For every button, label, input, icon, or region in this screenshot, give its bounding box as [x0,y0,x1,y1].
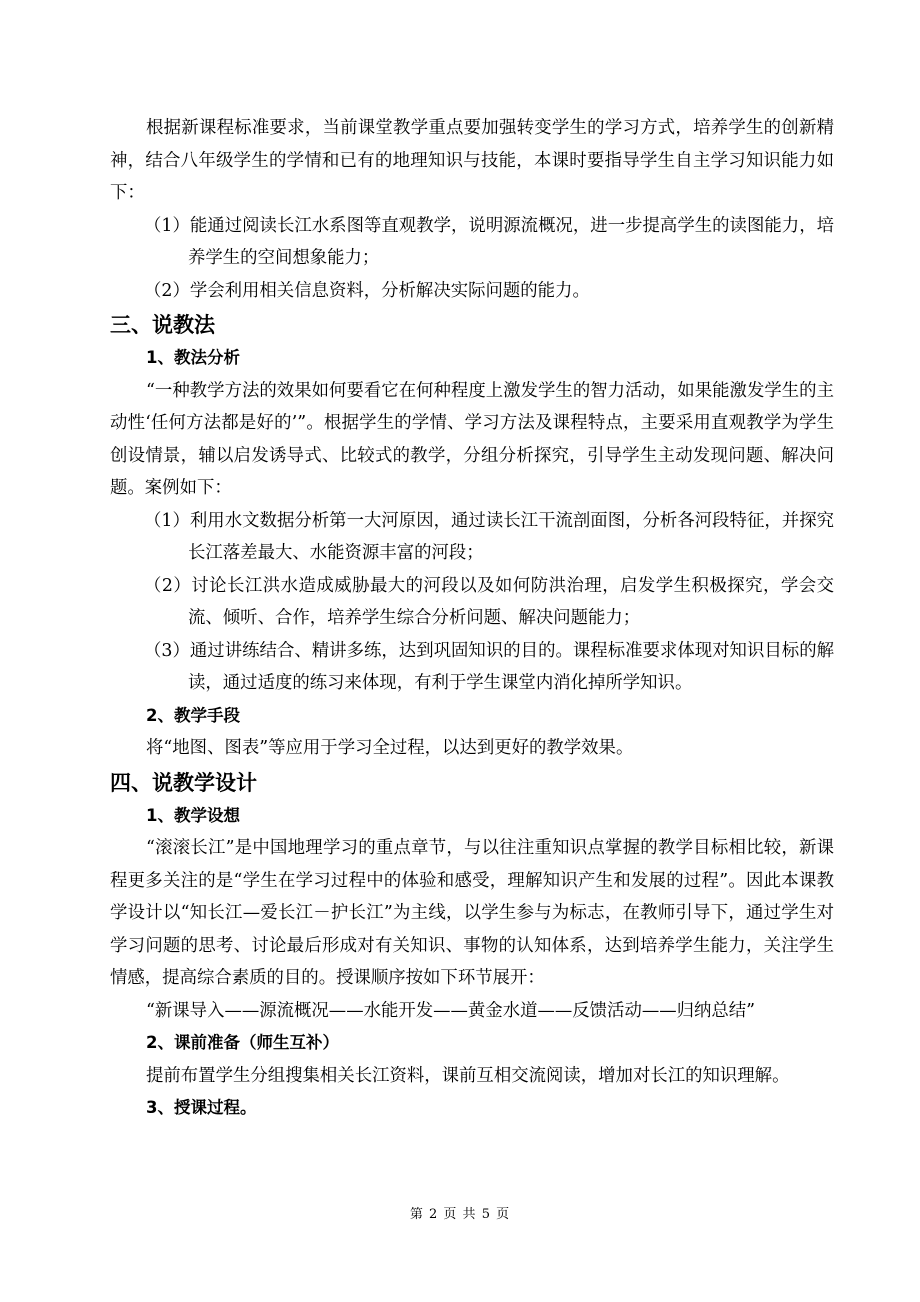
list-item-ability-2: （2）学会利用相关信息资料，分析解决实际问题的能力。 [144,280,590,301]
paragraph-teaching-means: 将“地图、图表”等应用于学习全过程，以达到更好的教学效果。 [146,738,634,758]
subheading-teaching-means: 2、教学手段 [146,705,240,725]
paragraph-method-analysis: “一种教学方法的效果如何要看它在何种程度上激发学生的智力活动，如果能激发学生的主动性‘任何方法都是好的’”。根据学生的学情、学习方法及课程特点，主要采用直观教学为学生创设情景，辅以启发诱导式、比较式的教学，分组分析探究，引导学生主动发现问题、解决问题。案例如下： [110,380,834,498]
document-body [110,112,834,1125]
page-number-footer: 第 2 页 共 5 页 [409,1207,511,1222]
subheading-preparation: 2、课前准备（师生互补） [146,1033,339,1052]
subheading-method-analysis: 1、教法分析 [146,348,240,367]
list-item-ability-1: （1）能通过阅读长江水系图等直观教学，说明源流概况，进一步提高学生的读图能力，培养学生的空间想象能力； [144,215,834,268]
subheading-lesson-process: 3、授课过程。 [146,1098,257,1117]
paragraph-teaching-concept: “滚滚长江”是中国地理学习的重点章节，与以往注重知识点掌握的教学目标相比较，新课程更多关注的是“学生在学习过程中的体验和感受，理解知识产生和发展的过程”。因此本课教学设计以“知长江—爱长江－护长江”为主线，以学生参与为标志，在教师引导下，通过学生对学习问题的思考、讨论最后形成对有关知识、事物的认知体系，达到培养学生能力，关注学生情感，提高综合素质的目的。授课顺序按如下环节展开： [110,838,834,988]
paragraph-lesson-sequence: “新课导入——源流概况——水能开发——黄金水道——反馈活动——归纳总结” [146,1000,756,1021]
paragraph-learning-ability: 根据新课程标准要求，当前课堂教学重点要加强转变学生的学习方式，培养学生的创新精神，结合八年级学生的学情和已有的地理知识与技能，本课时要指导学生自主学习知识能力如下： [110,118,834,203]
list-item-case-3: （3）通过讲练结合、精讲多练，达到巩固知识的目的。课程标准要求体现对知识目标的解读，通过适度的练习来体现，有利于学生课堂内消化掉所学知识。 [144,640,834,693]
paragraph-preparation: 提前布置学生分组搜集相关长江资料，课前互相交流阅读，增加对长江的知识理解。 [146,1065,790,1086]
list-item-case-1: （1）利用水文数据分析第一大河原因，通过读长江干流剖面图，分析各河段特征，并探究长江落差最大、水能资源丰富的河段； [144,510,834,563]
subheading-teaching-concept: 1、教学设想 [146,805,240,825]
list-item-case-2: （2）讨论长江洪水造成威胁最大的河段以及如何防洪治理，启发学生积极探究，学会交流、倾听、合作，培养学生综合分析问题、解决问题能力； [144,575,834,628]
section-heading-teaching-design: 四、说教学设计 [110,770,257,795]
section-heading-teaching-method: 三、说教法 [110,313,215,337]
